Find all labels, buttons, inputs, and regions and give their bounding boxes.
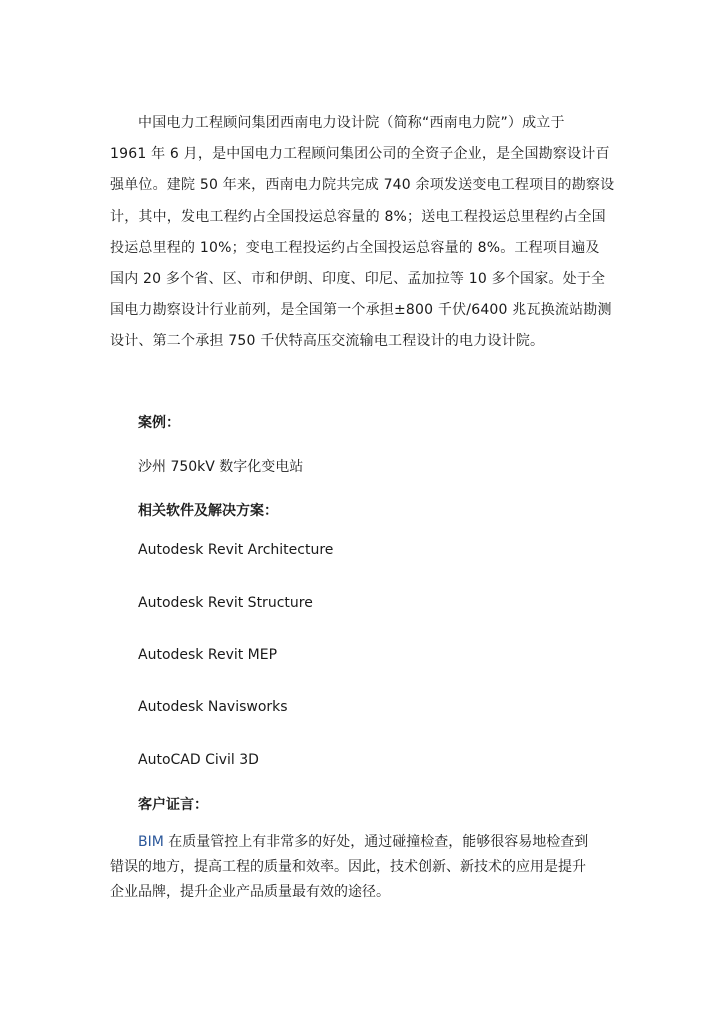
intro-line: 投运总里程的 10%；变电工程投运约占全国投运总容量的 8%。工程项目遍及 bbox=[110, 239, 600, 256]
testimony-line bbox=[110, 830, 614, 855]
bim-term: BIM bbox=[138, 834, 164, 850]
testimony-line: 错误的地方，提高工程的质量和效率。因此，技术创新、新技术的应用是提升 bbox=[110, 859, 586, 875]
testimony-line-rest: 在质量管控上有非常多的好处，通过碰撞检查，能够很容易地检查到 bbox=[163, 834, 589, 850]
intro-line: 国电力勘察设计行业前列，是全国第一个承担±800 千伏/6400 兆瓦换流站勘测 bbox=[110, 302, 612, 319]
software-label: 相关软件及解决方案： bbox=[138, 503, 278, 519]
intro-line: 国内 20 多个省、区、市和伊朗、印度、印尼、孟加拉等 10 多个国家。处于全 bbox=[110, 270, 606, 287]
testimony-label: 客户证言： bbox=[138, 797, 208, 813]
case-label: 案例： bbox=[138, 415, 180, 431]
software-item: Autodesk Navisworks bbox=[138, 699, 288, 715]
case-value: 沙州 750kV 数字化变电站 bbox=[138, 459, 304, 475]
intro-line: 中国电力工程顾问集团西南电力设计院（简称“西南电力院”）成立于 bbox=[138, 115, 565, 131]
intro-line: 计，其中，发电工程约占全国投运总容量的 8%；送电工程投运总里程约占全国 bbox=[110, 208, 606, 225]
testimony-paragraph bbox=[110, 830, 614, 905]
intro-line: 1961 年 6 月，是中国电力工程顾问集团公司的全资子企业，是全国勘察设计百 bbox=[110, 146, 610, 163]
software-item: Autodesk Revit MEP bbox=[138, 647, 278, 663]
intro-line: 设计、第二个承担 750 千伏特高压交流输电工程设计的电力设计院。 bbox=[110, 333, 545, 350]
software-item: AutoCAD Civil 3D bbox=[138, 752, 259, 768]
testimony-line: 企业品牌，提升企业产品质量最有效的途径。 bbox=[110, 884, 390, 900]
intro-line: 强单位。建院 50 年来，西南电力院共完成 740 余项发送变电工程项目的勘察设 bbox=[110, 177, 615, 194]
intro-paragraph bbox=[110, 108, 614, 358]
software-item: Autodesk Revit Structure bbox=[138, 595, 313, 611]
software-item: Autodesk Revit Architecture bbox=[138, 542, 334, 558]
